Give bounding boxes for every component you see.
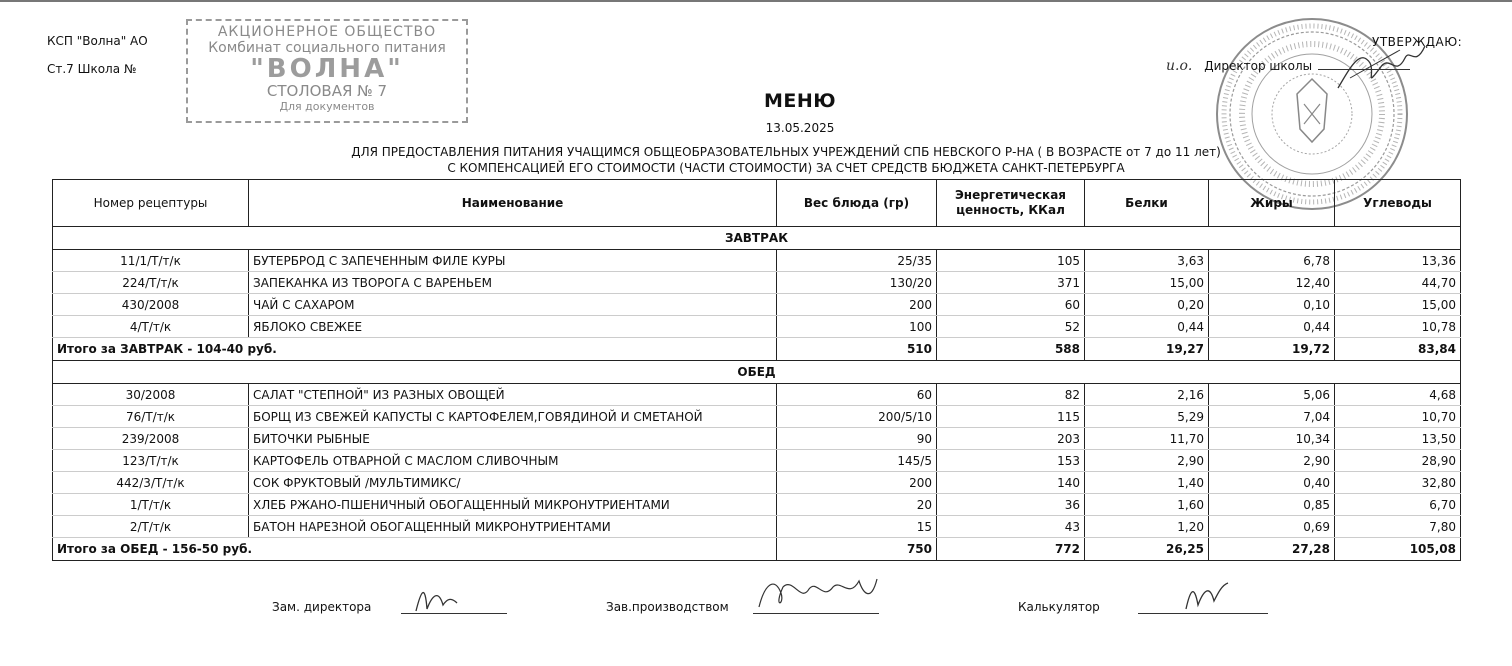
recipe-code: 123/Т/т/к [53,450,249,472]
total-weight: 750 [777,538,937,561]
section-title: ЗАВТРАК [53,227,1461,250]
dish-carbs: 10,78 [1335,316,1461,338]
dish-carbs: 6,70 [1335,494,1461,516]
dish-weight: 90 [777,428,937,450]
total-protein: 19,27 [1085,338,1209,361]
dish-protein: 0,44 [1085,316,1209,338]
col-code-header: Номер рецептуры [53,180,249,227]
table-row [53,428,1461,450]
section-title: ОБЕД [53,361,1461,384]
total-label: Итого за ЗАВТРАК - 104-40 руб. [53,338,777,361]
dish-fat: 6,78 [1209,250,1335,272]
table-row [53,406,1461,428]
stamp-line-1: АКЦИОНЕРНОЕ ОБЩЕСТВО [217,24,437,40]
section-row [53,361,1461,384]
table-row [53,384,1461,406]
dish-carbs: 10,70 [1335,406,1461,428]
dish-weight: 60 [777,384,937,406]
dish-fat: 0,40 [1209,472,1335,494]
total-row [53,338,1461,361]
dish-weight: 25/35 [777,250,937,272]
recipe-code: 224/Т/т/к [53,272,249,294]
dish-energy: 105 [937,250,1085,272]
dish-energy: 371 [937,272,1085,294]
production-label: Зав.производством [606,600,729,614]
dish-name: БОРЩ ИЗ СВЕЖЕЙ КАПУСТЫ С КАРТОФЕЛЕМ,ГОВЯДИНОЙ И СМЕТАНОЙ [249,406,777,428]
calculator-signature-icon [1178,579,1238,613]
menu-table-body [53,227,1461,561]
approval-label: УТВЕРЖДАЮ: [1372,35,1463,49]
dish-weight: 20 [777,494,937,516]
calculator-signature-line [1138,585,1268,614]
dish-name: БИТОЧКИ РЫБНЫЕ [249,428,777,450]
dish-carbs: 32,80 [1335,472,1461,494]
total-carbs: 83,84 [1335,338,1461,361]
purpose-line-2: С КОМПЕНСАЦИЕЙ ЕГО СТОИМОСТИ (ЧАСТИ СТОИМОСТИ) ЗА СЧЕТ СРЕДСТВ БЮДЖЕТА САНКТ-ПЕТЕРБУРГА [447,161,1125,175]
dish-carbs: 28,90 [1335,450,1461,472]
dish-protein: 5,29 [1085,406,1209,428]
top-border [0,0,1512,2]
dish-energy: 153 [937,450,1085,472]
dish-energy: 43 [937,516,1085,538]
dish-protein: 3,63 [1085,250,1209,272]
deputy-signature-icon [411,581,461,613]
signature-production [606,585,879,614]
col-fat-header: Жиры [1209,180,1335,227]
col-protein-header: Белки [1085,180,1209,227]
total-carbs: 105,08 [1335,538,1461,561]
dish-energy: 115 [937,406,1085,428]
dish-weight: 100 [777,316,937,338]
dish-weight: 145/5 [777,450,937,472]
dish-weight: 200 [777,294,937,316]
dish-protein: 1,60 [1085,494,1209,516]
dish-protein: 0,20 [1085,294,1209,316]
table-row [53,272,1461,294]
menu-date: 13.05.2025 [765,121,835,135]
recipe-code: 4/Т/т/к [53,316,249,338]
table-row [53,494,1461,516]
dish-name: ЗАПЕКАНКА ИЗ ТВОРОГА С ВАРЕНЬЕМ [249,272,777,294]
stamp-line-5: Для документов [279,99,375,113]
table-row [53,472,1461,494]
page-title: МЕНЮ [763,90,837,112]
dish-carbs: 7,80 [1335,516,1461,538]
stamp-line-3: "ВОЛНА" [250,54,404,85]
col-carbs-header: Углеводы [1335,180,1461,227]
col-name-header: Наименование [249,180,777,227]
dish-carbs: 44,70 [1335,272,1461,294]
director-prefix: и.о. [1166,58,1193,74]
dish-weight: 200 [777,472,937,494]
production-signature-line [753,585,879,614]
dish-energy: 60 [937,294,1085,316]
dish-energy: 82 [937,384,1085,406]
dish-fat: 5,06 [1209,384,1335,406]
signature-calculator [1018,585,1268,614]
org-name: КСП "Волна" АО [47,34,148,48]
dish-fat: 0,10 [1209,294,1335,316]
dish-weight: 200/5/10 [777,406,937,428]
dish-fat: 10,34 [1209,428,1335,450]
dish-fat: 7,04 [1209,406,1335,428]
dish-energy: 203 [937,428,1085,450]
dish-name: ЧАЙ С САХАРОМ [249,294,777,316]
total-label: Итого за ОБЕД - 156-50 руб. [53,538,777,561]
dish-weight: 15 [777,516,937,538]
dish-protein: 2,16 [1085,384,1209,406]
calculator-label: Калькулятор [1018,600,1100,614]
recipe-code: 30/2008 [53,384,249,406]
dish-protein: 1,20 [1085,516,1209,538]
dish-fat: 2,90 [1209,450,1335,472]
recipe-code: 430/2008 [53,294,249,316]
recipe-code: 11/1/Т/т/к [53,250,249,272]
dish-energy: 140 [937,472,1085,494]
table-header-row [53,180,1461,227]
dish-fat: 0,44 [1209,316,1335,338]
total-protein: 26,25 [1085,538,1209,561]
deputy-signature-line [401,585,507,614]
table-row [53,450,1461,472]
dish-name: БУТЕРБРОД С ЗАПЕЧЕННЫМ ФИЛЕ КУРЫ [249,250,777,272]
dish-fat: 0,85 [1209,494,1335,516]
dish-name: СОК ФРУКТОВЫЙ /МУЛЬТИМИКС/ [249,472,777,494]
stamp-line-2: Комбинат социального питания [208,40,446,57]
director-label: Директор школы [1204,59,1313,73]
total-fat: 19,72 [1209,338,1335,361]
dish-energy: 52 [937,316,1085,338]
dish-fat: 0,69 [1209,516,1335,538]
stamp-line-4: СТОЛОВАЯ № 7 [266,82,388,101]
director-signature-icon [1330,38,1430,98]
dish-protein: 2,90 [1085,450,1209,472]
recipe-code: 76/Т/т/к [53,406,249,428]
dish-protein: 11,70 [1085,428,1209,450]
production-signature-icon [753,573,883,613]
total-fat: 27,28 [1209,538,1335,561]
menu-table [52,179,1461,561]
table-row [53,250,1461,272]
dish-energy: 36 [937,494,1085,516]
dish-name: ХЛЕБ РЖАНО-ПШЕНИЧНЫЙ ОБОГАЩЕННЫЙ МИКРОНУТРИЕНТАМИ [249,494,777,516]
dish-protein: 1,40 [1085,472,1209,494]
table-row [53,516,1461,538]
dish-protein: 15,00 [1085,272,1209,294]
col-energy-header: Энергетическая ценность, ККал [937,180,1085,227]
total-row [53,538,1461,561]
recipe-code: 239/2008 [53,428,249,450]
section-row [53,227,1461,250]
recipe-code: 442/3/Т/т/к [53,472,249,494]
total-energy: 588 [937,338,1085,361]
dish-fat: 12,40 [1209,272,1335,294]
total-energy: 772 [937,538,1085,561]
dish-name: САЛАТ "СТЕПНОЙ" ИЗ РАЗНЫХ ОВОЩЕЙ [249,384,777,406]
col-weight-header: Вес блюда (гр) [777,180,937,227]
purpose-line-1: ДЛЯ ПРЕДОСТАВЛЕНИЯ ПИТАНИЯ УЧАЩИМСЯ ОБЩЕОБРАЗОВАТЕЛЬНЫХ УЧРЕЖДЕНИЙ СПБ НЕВСКОГО Р-НА ( В ВОЗРАСТЕ от 7 до 11 лет) [351,145,1221,159]
school-number: Ст.7 Школа № [47,62,137,76]
dish-carbs: 15,00 [1335,294,1461,316]
dish-carbs: 13,50 [1335,428,1461,450]
dish-carbs: 13,36 [1335,250,1461,272]
dish-name: ЯБЛОКО СВЕЖЕЕ [249,316,777,338]
dish-name: КАРТОФЕЛЬ ОТВАРНОЙ С МАСЛОМ СЛИВОЧНЫМ [249,450,777,472]
recipe-code: 1/Т/т/к [53,494,249,516]
dish-weight: 130/20 [777,272,937,294]
table-row [53,294,1461,316]
signature-deputy [272,585,507,614]
recipe-code: 2/Т/т/к [53,516,249,538]
dish-name: БАТОН НАРЕЗНОЙ ОБОГАЩЕННЫЙ МИКРОНУТРИЕНТАМИ [249,516,777,538]
table-row [53,316,1461,338]
deputy-label: Зам. директора [272,600,372,614]
dish-carbs: 4,68 [1335,384,1461,406]
total-weight: 510 [777,338,937,361]
